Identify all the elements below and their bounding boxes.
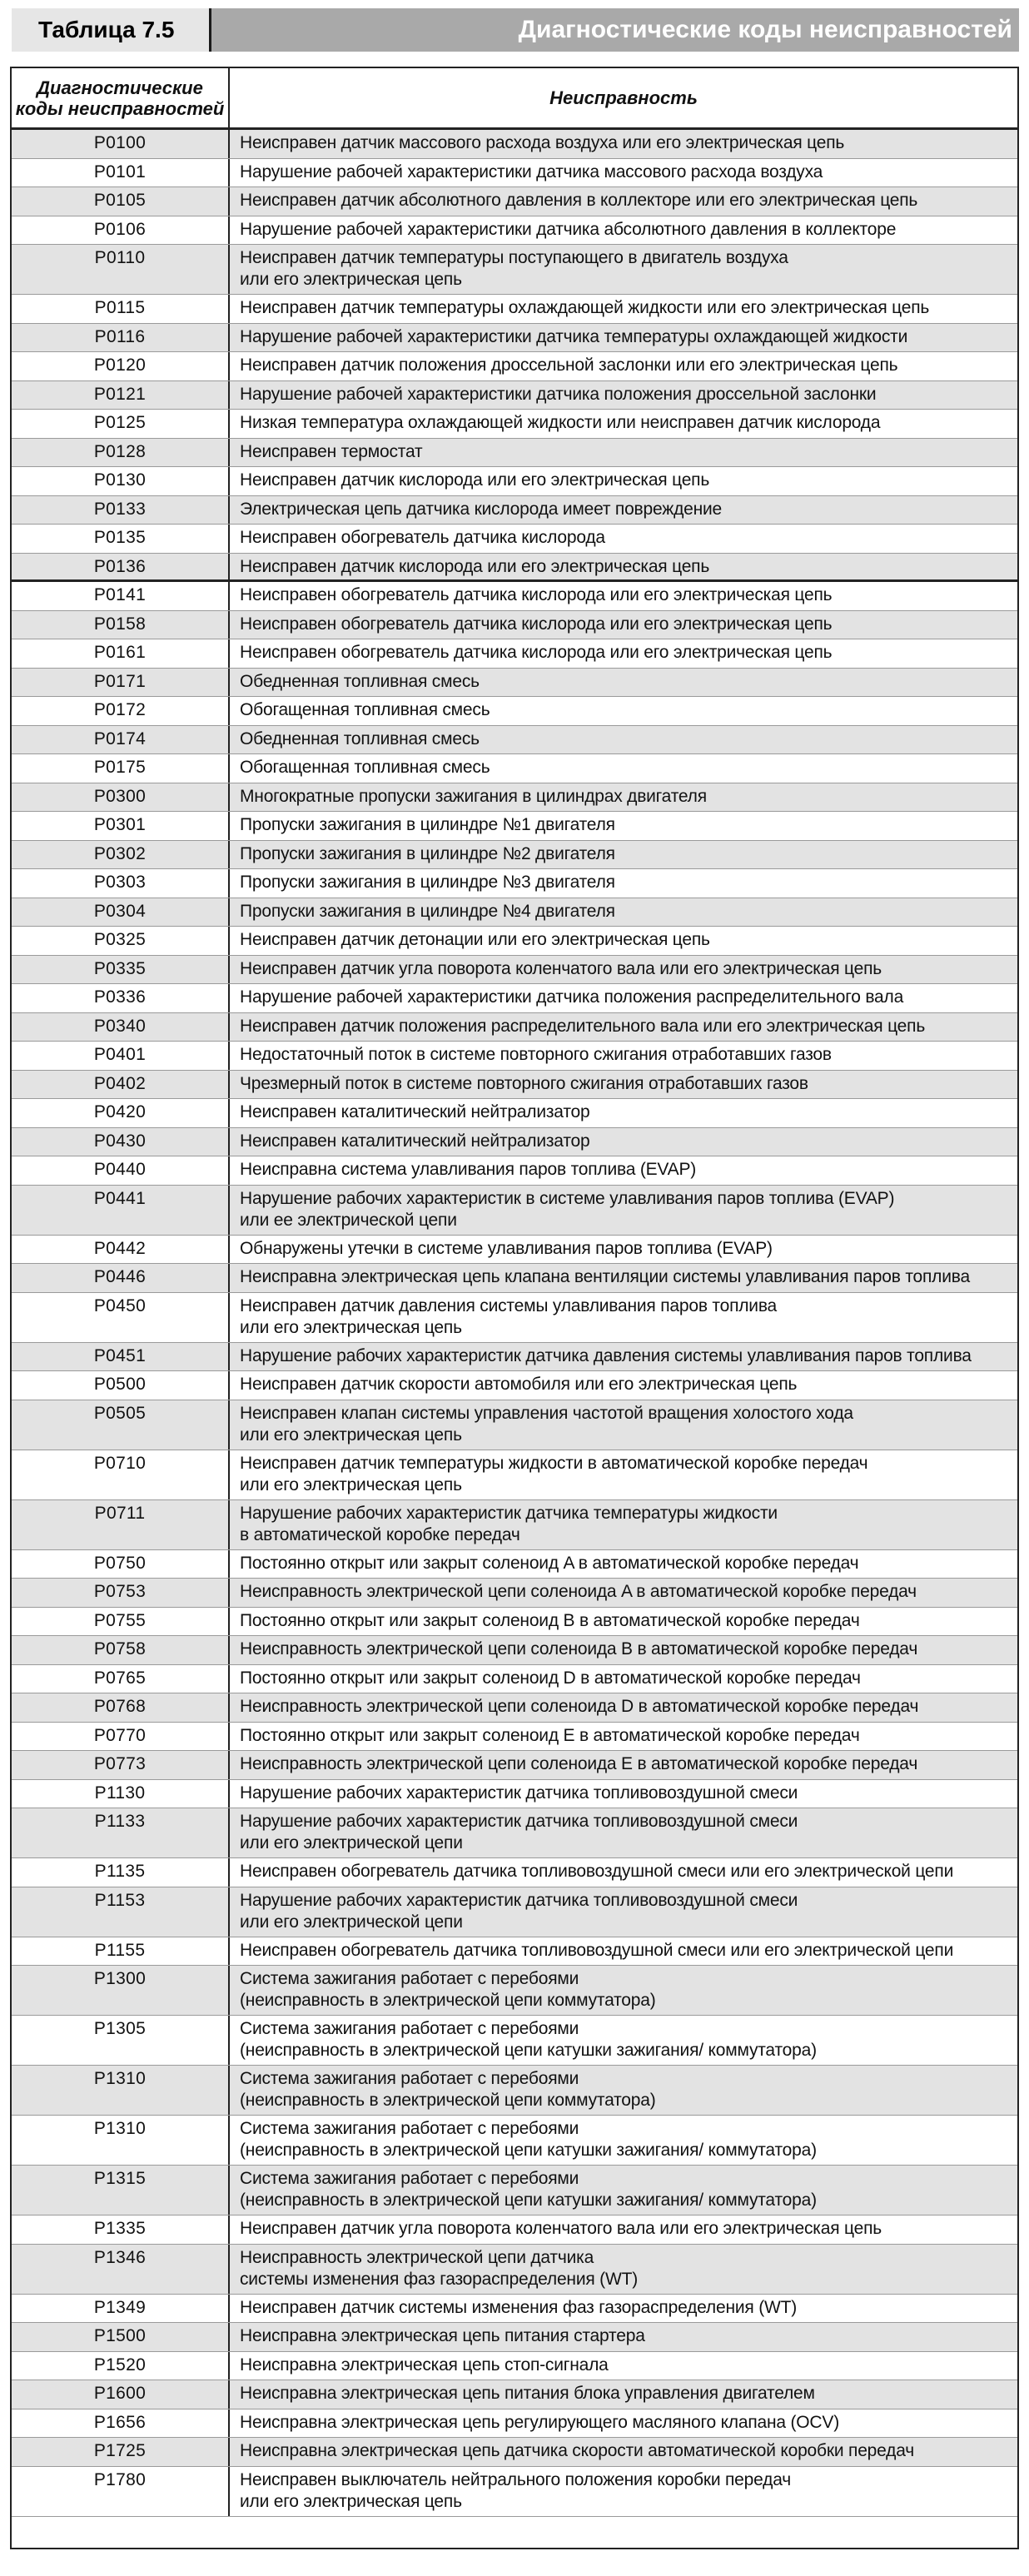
fault-description: Неисправен датчик кислорода или его электрическая цепь [240,470,710,490]
fault-description: Неисправен датчик температуры жидкости в автоматической коробке передач или его электрическая цепь [240,1453,868,1494]
fault-code: P0133 [12,496,230,525]
fault-description: Система зажигания работает с перебоями (неисправность в электрической цепи катушки зажигания/ коммутатора) [240,2119,817,2160]
table-row [12,869,1017,898]
table-row [12,159,1017,188]
fault-description: Неисправен обогреватель датчика кислорода [240,528,605,547]
fault-description: Система зажигания работает с перебоями (неисправность в электрической цепи коммутатора) [240,1969,656,2010]
column-header-code: Диагностические коды неисправностей [12,68,230,127]
fault-code: P0175 [12,754,230,783]
table-row [12,611,1017,640]
fault-code: P0451 [12,1343,230,1371]
table-row [12,1693,1017,1723]
fault-code: P1130 [12,1780,230,1808]
fault-code: P0710 [12,1450,230,1499]
fault-description: Нарушение рабочих характеристик датчика давления системы улавливания паров топлива [240,1345,972,1365]
fault-description: Нарушение рабочих характеристик датчика топливовоздушной смеси или его электрической цепи [240,1812,798,1852]
fault-description: Неисправна электрическая цепь клапана вентиляции системы улавливания паров топлива [240,1267,970,1286]
table-row [12,1808,1017,1858]
table-row [12,2066,1017,2116]
table-row [12,2380,1017,2409]
column-header-fault: Неисправность [549,87,698,108]
fault-code: P0450 [12,1293,230,1342]
fault-code: P0755 [12,1608,230,1636]
fault-description: Нарушение рабочей характеристики датчика положения дроссельной заслонки [240,384,877,404]
table-row [12,1751,1017,1780]
fault-code: P0130 [12,467,230,495]
fault-description: Обедненная топливная смесь [240,729,480,748]
table-row [12,554,1017,583]
fault-code: P1310 [12,2116,230,2165]
fault-code: P1305 [12,2016,230,2065]
fault-code: P1520 [12,2352,230,2380]
fault-code: P1300 [12,1966,230,2015]
table-row [12,1013,1017,1042]
fault-code: P1600 [12,2380,230,2409]
table-row [12,1550,1017,1579]
table-row [12,1579,1017,1608]
fault-description: Неисправна электрическая цепь питания блока управления двигателем [240,2384,815,2403]
table-row [12,324,1017,353]
fault-description: Чрезмерный поток в системе повторного сжигания отработавших газов [240,1073,808,1093]
table-row [12,1400,1017,1450]
fault-code: P0304 [12,898,230,927]
table-row [12,1099,1017,1128]
table-row [12,2295,1017,2324]
table-row [12,1343,1017,1372]
table-header [12,68,1017,130]
table-label: Таблица 7.5 [12,8,211,52]
fault-code: P0753 [12,1579,230,1607]
fault-code: P0174 [12,726,230,754]
fault-code: P0116 [12,324,230,352]
fault-code: P0302 [12,841,230,869]
table-row [12,2438,1017,2467]
fault-code: P1725 [12,2438,230,2466]
table-row [12,439,1017,468]
table-row [12,927,1017,956]
table-row [12,2323,1017,2352]
table-row [12,187,1017,216]
table-row [12,1636,1017,1665]
fault-description: Нарушение рабочих характеристик датчика топливовоздушной смеси или его электрической цепи [240,1890,798,1932]
fault-code: P0101 [12,159,230,187]
fault-code: P0121 [12,381,230,410]
fault-code: P0120 [12,352,230,380]
fault-description: Недостаточный поток в системе повторного сжигания отработавших газов [240,1045,832,1064]
table-row [12,216,1017,246]
table-row [12,2352,1017,2381]
fault-code: P0105 [12,187,230,216]
table-row [12,2166,1017,2215]
fault-code: P0711 [12,1500,230,1549]
fault-code: P0158 [12,611,230,639]
table-row [12,1071,1017,1100]
table-row [12,1780,1017,1809]
fault-description: Неисправен термостат [240,441,423,461]
table-row [12,841,1017,870]
fault-codes-table [10,67,1019,2549]
fault-code: P1153 [12,1887,230,1937]
table-row [12,898,1017,927]
table-row [12,1608,1017,1637]
table-row [12,381,1017,410]
fault-description: Неисправна электрическая цепь стоп-сигнала [240,2355,609,2375]
fault-code: P1133 [12,1808,230,1857]
fault-code: P0128 [12,439,230,467]
fault-description: Постоянно открыт или закрыт соленоид E в автоматической коробке передач [240,1725,860,1745]
fault-code: P0750 [12,1550,230,1579]
fault-code: P0430 [12,1128,230,1156]
fault-code: P0758 [12,1636,230,1664]
fault-code: P0446 [12,1264,230,1292]
table-row [12,639,1017,669]
fault-code: P0336 [12,984,230,1012]
fault-description: Постоянно открыт или закрыт соленоид D в автоматической коробке передач [240,1668,861,1688]
table-row [12,467,1017,496]
fault-description: Нарушение рабочей характеристики датчика положения распределительного вала [240,987,904,1007]
fault-description: Неисправен датчик положения распределительного вала или его электрическая цепь [240,1016,926,1036]
fault-code: P0125 [12,410,230,438]
table-row [12,245,1017,295]
fault-code: P0100 [12,130,230,158]
table-row [12,754,1017,783]
fault-code: P0335 [12,956,230,984]
fault-code: P1310 [12,2066,230,2115]
table-row [12,410,1017,439]
fault-description: Обнаружены утечки в системе улавливания паров топлива (EVAP) [240,1238,773,1258]
fault-description: Неисправен клапан системы управления частотой вращения холостого хода или его электрическая цепь [240,1403,853,1445]
table-row [12,295,1017,324]
fault-description: Неисправность электрической цепи датчика системы изменения фаз газораспределения (WT) [240,2247,639,2289]
fault-description: Неисправность электрической цепи соленоида B в автоматической коробке передач [240,1639,918,1658]
fault-description: Пропуски зажигания в цилиндре №4 двигателя [240,901,615,921]
fault-description: Неисправен обогреватель датчика топливовоздушной смеси или его электрической цепи [240,1940,954,1960]
table-row [12,496,1017,525]
table-row [12,1371,1017,1400]
table-row [12,2215,1017,2245]
table-title: Диагностические коды неисправностей [518,16,1012,43]
fault-description: Неисправен датчик положения дроссельной заслонки или его электрическая цепь [240,356,898,375]
table-row [12,352,1017,381]
table-row [12,1858,1017,1887]
table-row [12,1128,1017,1157]
table-row [12,1236,1017,1265]
fault-description: Система зажигания работает с перебоями (неисправность в электрической цепи катушки зажигания/ коммутатора) [240,2019,817,2060]
fault-code: P1500 [12,2323,230,2351]
fault-code: P0402 [12,1071,230,1099]
fault-code: P0106 [12,216,230,245]
fault-description: Неисправна электрическая цепь регулирующего масляного клапана (OCV) [240,2412,839,2432]
fault-description: Неисправность электрической цепи соленоида D в автоматической коробке передач [240,1697,919,1716]
fault-description: Неисправен выключатель нейтрального положения коробки передач или его электрическая цепь [240,2469,791,2511]
fault-description: Неисправен каталитический нейтрализатор [240,1131,590,1151]
fault-code: P0171 [12,669,230,697]
table-row [12,525,1017,554]
fault-code: P0773 [12,1751,230,1779]
table-row [12,984,1017,1013]
fault-code: P0505 [12,1400,230,1450]
fault-description: Неисправна система улавливания паров топлива (EVAP) [240,1160,697,1179]
fault-description: Неисправен датчик температуры охлаждающей жидкости или его электрическая цепь [240,298,930,317]
fault-description: Неисправен датчик угла поворота коленчатого вала или его электрическая цепь [240,958,882,978]
fault-code: P0765 [12,1665,230,1693]
fault-code: P1346 [12,2245,230,2294]
table-row [12,582,1017,611]
fault-description: Неисправен датчик массового расхода воздуха или его электрическая цепь [240,133,845,152]
fault-code: P0110 [12,245,230,294]
fault-code: P0115 [12,295,230,323]
fault-code: P0135 [12,525,230,553]
fault-code: P0768 [12,1693,230,1722]
fault-description: Неисправен датчик детонации или его электрическая цепь [240,930,710,949]
table-row [12,1887,1017,1937]
fault-description: Неисправен датчик абсолютного давления в коллекторе или его электрическая цепь [240,191,918,210]
fault-description: Низкая температура охлаждающей жидкости или неисправен датчик кислорода [240,413,881,432]
fault-code: P0340 [12,1013,230,1042]
fault-description: Неисправна электрическая цепь питания стартера [240,2326,645,2345]
fault-description: Неисправен обогреватель датчика кислорода или его электрическая цепь [240,614,833,634]
table-row [12,2245,1017,2295]
fault-code: P1135 [12,1858,230,1887]
table-body [12,130,1017,2548]
table-row [12,1966,1017,2016]
fault-description: Неисправен датчик скорости автомобиля или его электрическая цепь [240,1375,798,1394]
fault-description: Постоянно открыт или закрыт соленоид B в автоматической коробке передач [240,1610,860,1630]
fault-description: Система зажигания работает с перебоями (неисправность в электрической цепи катушки зажигания/ коммутатора) [240,2169,817,2210]
fault-description: Обогащенная топливная смесь [240,758,490,777]
fault-description: Обогащенная топливная смесь [240,700,490,719]
table-row [12,812,1017,841]
fault-description: Неисправен обогреватель датчика кислорода или его электрическая цепь [240,585,833,604]
table-row [12,130,1017,159]
table-row [12,2467,1017,2517]
fault-description: Неисправен датчик кислорода или его электрическая цепь [240,556,710,576]
fault-code: P0303 [12,869,230,898]
fault-description: Неисправность электрической цепи соленоида E в автоматической коробке передач [240,1754,918,1773]
table-row [12,669,1017,698]
table-row [12,2409,1017,2439]
fault-description: Пропуски зажигания в цилиндре №3 двигателя [240,873,615,892]
fault-code: P0172 [12,697,230,725]
table-row [12,1937,1017,1967]
fault-description: Неисправен датчик системы изменения фаз газораспределения (WT) [240,2297,798,2317]
fault-code: P0141 [12,582,230,610]
fault-code: P0440 [12,1156,230,1185]
fault-code: P1335 [12,2215,230,2244]
fault-code: P0441 [12,1186,230,1235]
fault-description: Пропуски зажигания в цилиндре №2 двигателя [240,843,615,863]
table-row [12,726,1017,755]
fault-code: P0325 [12,927,230,955]
fault-description: Пропуски зажигания в цилиндре №1 двигателя [240,815,615,834]
fault-code: P0301 [12,812,230,840]
fault-code: P0770 [12,1723,230,1751]
fault-description: Неисправен датчик угла поворота коленчатого вала или его электрическая цепь [240,2219,882,2238]
table-row [12,1723,1017,1752]
fault-code: P1349 [12,2295,230,2323]
fault-code: P1315 [12,2166,230,2215]
table-row [12,697,1017,726]
fault-code: P0401 [12,1042,230,1070]
table-row [12,1665,1017,1694]
fault-description: Обедненная топливная смесь [240,671,480,691]
fault-description: Неисправна электрическая цепь датчика скорости автоматической коробки передач [240,2441,914,2460]
fault-description: Нарушение рабочей характеристики датчика температуры охлаждающей жидкости [240,326,908,346]
fault-description: Нарушение рабочей характеристики датчика массового расхода воздуха [240,162,823,182]
fault-code: P0300 [12,783,230,812]
table-row [12,783,1017,813]
fault-description: Электрическая цепь датчика кислорода имеет повреждение [240,499,723,519]
fault-code: P1780 [12,2467,230,2516]
table-row [12,1042,1017,1071]
fault-description: Нарушение рабочих характеристик в системе улавливания паров топлива (EVAP) или ее электрической цепи [240,1188,895,1230]
table-row [12,956,1017,985]
fault-code: P0420 [12,1099,230,1127]
fault-code: P1656 [12,2409,230,2438]
table-row [12,2116,1017,2166]
fault-code: P0136 [12,554,230,580]
fault-description: Неисправен обогреватель датчика топливовоздушной смеси или его электрической цепи [240,1862,954,1881]
fault-code: P0161 [12,639,230,668]
fault-code: P0500 [12,1371,230,1400]
fault-description: Нарушение рабочих характеристик датчика температуры жидкости в автоматической коробке передач [240,1503,778,1544]
fault-description: Нарушение рабочих характеристик датчика топливовоздушной смеси [240,1783,798,1803]
table-row [12,1293,1017,1343]
table-row [12,1264,1017,1293]
fault-code: P1155 [12,1937,230,1966]
table-row [12,2016,1017,2066]
fault-description: Неисправен датчик температуры поступающего в двигатель воздуха или его электрическая цепь [240,248,788,289]
table-row [12,1156,1017,1186]
table-row [12,1500,1017,1550]
fault-description: Система зажигания работает с перебоями (неисправность в электрической цепи коммутатора) [240,2069,656,2110]
fault-description: Нарушение рабочей характеристики датчика абсолютного давления в коллекторе [240,219,897,239]
fault-description: Неисправен каталитический нейтрализатор [240,1102,590,1121]
fault-description: Многократные пропуски зажигания в цилиндрах двигателя [240,786,707,806]
fault-description: Неисправен обогреватель датчика кислорода или его электрическая цепь [240,643,833,662]
table-row [12,1186,1017,1236]
fault-description: Постоянно открыт или закрыт соленоид A в автоматической коробке передач [240,1553,859,1573]
fault-code: P0442 [12,1236,230,1264]
fault-description: Неисправен датчик давления системы улавливания паров топлива или его электрическая цепь [240,1295,778,1337]
table-row [12,1450,1017,1500]
fault-description: Неисправность электрической цепи соленоида A в автоматической коробке передач [240,1582,917,1601]
